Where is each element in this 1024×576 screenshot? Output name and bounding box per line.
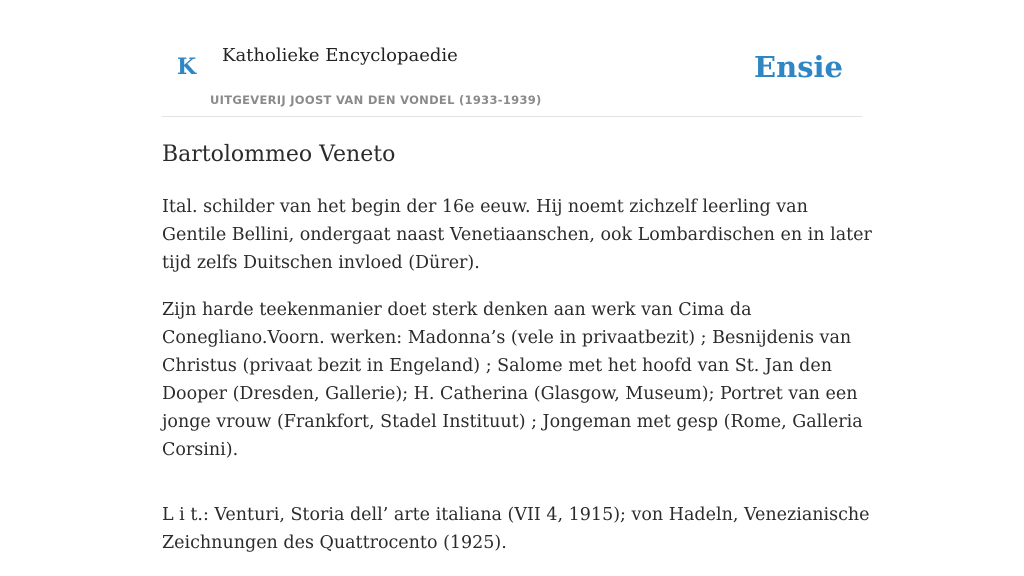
literature-paragraph: L i t.: Venturi, Storia dell’ arte italiana (VII 4, 1915); von Hadeln, Venezianische Zeichnungen des Quattrocento (1925).	[162, 505, 870, 553]
article-paragraph: Zijn harde teekenmanier doet sterk denken aan werk van Cima da Conegliano.Voorn. werken: Madonna’s (vele in privaatbezit) ; Besnijdenis van Christus (privaat bezit in Engeland) ; Salome met het hoofd van St. Jan den Dooper (Dresden, Gallerie); H. Catherina (Glasgow, Museum); Portret van een jonge vrouw (Frankfort, Stadel Instituut) ; Jongeman met gesp (Rome, Galleria Corsini).	[162, 300, 863, 460]
site-logo[interactable]: K	[177, 54, 197, 80]
ensie-brand-link[interactable]: Ensie	[754, 50, 843, 84]
site-title[interactable]: Katholieke Encyclopaedie	[222, 45, 458, 66]
article	[162, 140, 872, 576]
publisher-label: UITGEVERIJ JOOST VAN DEN VONDEL (1933-1939)	[210, 93, 542, 107]
article-paragraph: Ital. schilder van het begin der 16e eeuw. Hij noemt zichzelf leerling van Gentile Bellini, ondergaat naast Venetiaanschen, ook Lombardischen en in later tijd zelfs Duitschen invloed (Dürer).	[162, 197, 872, 273]
site-header	[162, 0, 862, 117]
article-title: Bartolommeo Veneto	[162, 142, 396, 167]
